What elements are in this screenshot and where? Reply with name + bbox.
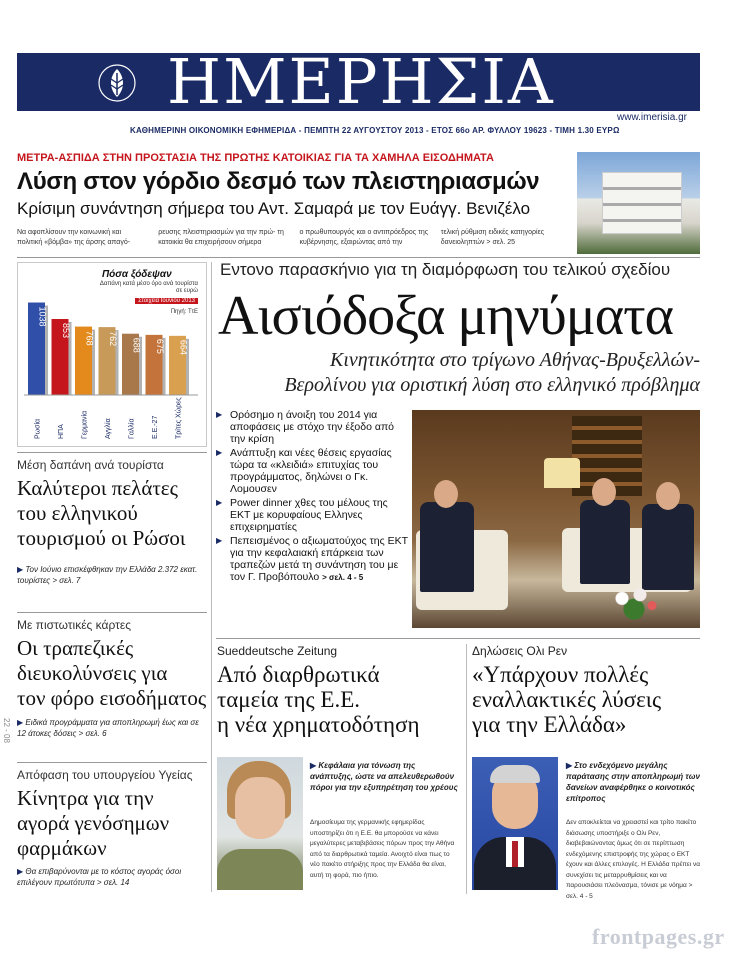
site-url[interactable]: www.imerisia.gr [617,112,688,123]
sub-right-text: Δεν αποκλείεται να χρειαστεί και τρίτο πακέτο διάσωσης υποστήριξε ο Ολι Ρεν, διαβεβαιώνοντας όμως ότι σε περίπτωση ενδεχόμενης επιστροφής της χώρας ο ΕΚΤ έχουν και άλλες επιλογές. Η Ελλάδα πρέπει να συνεχίσει τις μεταρρυθμίσεις και να παρουσιάσει πλεόνασμα, τόνισε με νόημα > σελ. 4 - 5 [566,819,701,900]
story-headline[interactable] [17,476,186,551]
headline-line: αγορά γενόσημων [17,811,170,835]
top-story-col: ρευσης πλειστηριασμών για την πρώ- τη κατοικία θα επιχειρήσουν σήμερα [158,229,284,246]
triangle-icon: ▶ [17,718,26,727]
bar-value-label: 853 [61,323,71,339]
sub-left-text: Δημοσίευμα της γερμανικής εφημερίδας υποστηρίζει ότι η Ε.Ε. θα μπορούσε να κάνει μεγαλύτερες μεταβιβάσεις πόρων προς την Αθήνα από τα διαρθρωτικά ταμεία. Ανοιχτό είναι πως το νέο πακέτο στήριξης προς την Ελλάδα θα είναι, αυτή τη φορά, πιο ήπιο. [310,819,455,879]
divider [17,452,207,453]
wheat-logo-icon [95,63,143,103]
bar-value-label: 664 [178,339,189,355]
bar-value-label: 1038 [37,306,48,327]
subhead-line: Κινητικότητα στο τρίγωνο Αθήνας-Βρυξελλών- [330,349,700,371]
sub-left-italic [310,760,460,793]
story-body-text: Ειδικά προγράμματα για αποπληρωμή έως και σε 12 άτοκες δόσεις > σελ. 6 [17,718,199,738]
flowers [604,584,664,620]
triangle-icon: ▶ [17,565,26,574]
top-story-subhead: Κρίσιμη συνάντηση σήμερα του Αντ. Σαμαρά με τον Ευάγγ. Βενιζέλο [17,199,531,218]
main-story-bullets [216,409,408,586]
merkel-photo [217,757,303,890]
top-story-columns [17,228,572,248]
category-label: Ρωσία [34,418,42,439]
bullet-item [216,535,408,584]
top-story-col: τελική ρύθμιση ειδικές κατηγορίες δανειοληπτών > σελ. 25 [440,229,545,246]
category-label: Τρίτες Χώρες [175,397,183,439]
divider [216,638,700,639]
story-headline[interactable] [17,786,169,861]
portrait-tie [512,841,518,867]
story-kicker: Με πιστωτικές κάρτες [17,618,131,632]
person [420,502,474,592]
main-story-kicker: Εντονο παρασκήνιο για τη διαμόρφωση του τελικού σχεδίου [220,260,671,279]
top-story-col: Να αφοπλίσουν την κοινωνική και πολιτική «βόμβα» της άρσης απαγό- [17,229,131,246]
sub-right-kicker: Δηλώσεις Ολι Ρεν [472,644,568,658]
headline-line: διευκολύνσεις για [17,661,168,685]
category-label: ΗΠΑ [58,424,65,439]
bullet-item: ▶ Ανάπτυξη και νέες θέσεις εργασίας τώρα τα «κλειδιά» επιτυχίας του προγράμματος, δηλώνει ο Γκ. Λομουσεν [216,447,408,495]
story-body-text: Θα επιβαρύνονται με το κόστος αγοράς όσοι επιλέγουν πρωτότυπα > σελ. 14 [17,867,182,887]
bar-value-label: 768 [84,330,95,346]
meeting-photo [412,410,700,628]
dateline: ΚΑΘΗΜΕΡΙΝΗ ΟΙΚΟΝΟΜΙΚΗ ΕΦΗΜΕΡΙΔΑ - ΠΕΜΠΤΗ 22 ΑΥΓΟΥΣΤΟΥ 2013 - ΕΤΟΣ 66ο ΑΡ. ΦΥΛΛΟΥ 19623 - ΤΙΜΗ 1.30 ΕΥΡΩ [130,126,620,135]
chart-title: Πόσα ξόδεψαν [102,269,172,280]
person [642,504,694,590]
headline-line: Καλύτεροι πελάτες [17,476,178,500]
main-story-headline[interactable]: Αισιόδοξα μηνύματα [218,285,673,347]
face [434,480,458,508]
column-divider [211,262,212,892]
sub-left-headline[interactable] [217,662,420,737]
side-code: 22 - 08 [2,718,11,743]
portrait-hair [490,765,540,783]
category-label: Γαλλία [128,418,136,439]
face [592,478,616,506]
headline-line: ταμεία της Ε.Ε. [217,687,360,712]
divider [17,612,207,613]
chart-plot [18,263,208,448]
main-story-subhead [220,348,700,398]
chart-period: Στοιχεία Ιουνίου 2013 [135,298,198,304]
lamp [544,458,580,488]
bullet-text: Πεπεισμένος ο αξιωματούχος της ΕΚΤ για την κεφαλαιακή επάρκεια των τραπεζών μετά τη συνάντηση του με τον Γ. Προβόπουλο [230,535,408,583]
bullet-item: ▶ Power dinner χθες του μέλους της ΕΚΤ με κορυφαίους Ελληνες επιχειρηματίες [216,497,408,533]
category-label: Αγγλία [105,418,112,439]
page-ref[interactable]: > σελ. 4 - 5 [322,573,364,582]
headline-line: η νέα χρηματοδότηση [217,712,420,737]
headline-line: Οι τραπεζικές [17,636,134,660]
headline-line: «Υπάρχουν πολλές [472,662,649,687]
divider [17,762,207,763]
sub-left-italic-text: Κεφάλαια για τόνωση της ανάπτυξης, ώστε να απελευθερωθούν πόροι για την εξυπηρέτηση του χρέους [310,761,458,792]
sub-right-italic-text: Στο ενδεχόμενο μεγάλης παράτασης στην αποπληρωμή των δανείων αναφέρθηκε ο κοινοτικός επίτροπος [566,761,700,803]
triangle-icon: ▶ [310,761,319,770]
headline-line: φαρμάκων [17,836,107,860]
triangle-icon: ▶ [17,867,26,876]
building-photo [577,152,700,254]
top-story-kicker: ΜΕΤΡΑ-ΑΣΠΙΔΑ ΣΤΗΝ ΠΡΟΣΤΑΣΙΑ ΤΗΣ ΠΡΩΤΗΣ ΚΑΤΟΙΚΙΑΣ ΓΙΑ ΤΑ ΧΑΜΗΛΑ ΕΙΣΟΔΗΜΑΤΑ [17,152,494,164]
headline-line: Από διαρθρωτικά [217,662,380,687]
headline-line: εναλλακτικές λύσεις [472,687,662,712]
portrait-body [217,849,303,890]
bullet-item: ▶ Ορόσημο η άνοιξη του 2014 για αποφάσεις με στόχο την έξοδο από την κρίση [216,409,408,445]
story-body [17,717,207,739]
story-body [17,866,207,888]
top-story-col: ο πρωθυπουργός και ο αντιπρόεδρος της κυβέρνησης, εξαιρώντας από την [299,229,429,246]
headline-line: τον φόρο εισοδήματος [17,686,207,710]
portrait-face [235,777,285,839]
story-kicker: Μέση δαπάνη ανά τουρίστα [17,458,164,472]
column-divider [466,644,467,894]
bar-value-label: 675 [155,338,165,354]
triangle-icon: ▶ [566,761,575,770]
story-kicker: Απόφαση του υπουργείου Υγείας [17,768,193,782]
person [580,500,630,584]
divider [17,257,700,258]
story-headline[interactable] [17,636,206,711]
headline-line: τουρισμού οι Ρώσοι [17,526,186,550]
headline-line: του ελληνικού [17,501,138,525]
story-body-text: Τον Ιούνιο επισκέφθηκαν την Ελλάδα 2.372 εκατ. τουρίστες > σελ. 7 [17,565,198,585]
masthead-title: ΗΜΕΡΗΣΙΑ [167,45,555,118]
sub-right-italic [566,760,700,804]
top-story-headline[interactable]: Λύση στον γόρδιο δεσμό των πλειστηριασμών [17,168,540,195]
sub-left-kicker: Sueddeutsche Zeitung [217,644,338,658]
subhead-line: Βερολίνου για οριστική λύση στο ελληνικό πρόβλημα [284,374,700,396]
category-label: Ε.Ε.-27 [152,415,159,439]
face [656,482,680,510]
spending-chart [17,262,207,447]
rehn-photo [472,757,558,890]
bar-value-label: 688 [131,337,142,353]
story-body [17,564,207,586]
headline-line: Κίνητρα για την [17,786,154,810]
headline-line: για την Ελλάδα» [472,712,627,737]
category-label: Γερμανία [81,410,89,439]
building-shape [602,172,682,234]
sub-right-headline[interactable] [472,662,661,737]
watermark: frontpages.gr [592,924,725,949]
bar-value-label: 762 [108,331,118,347]
chart-subtitle: Δαπάνη κατά μέσο όρο ανά τουρίστα σε ευρώ [99,281,198,294]
chart-source: Πηγή: ΤτΕ [170,309,198,315]
